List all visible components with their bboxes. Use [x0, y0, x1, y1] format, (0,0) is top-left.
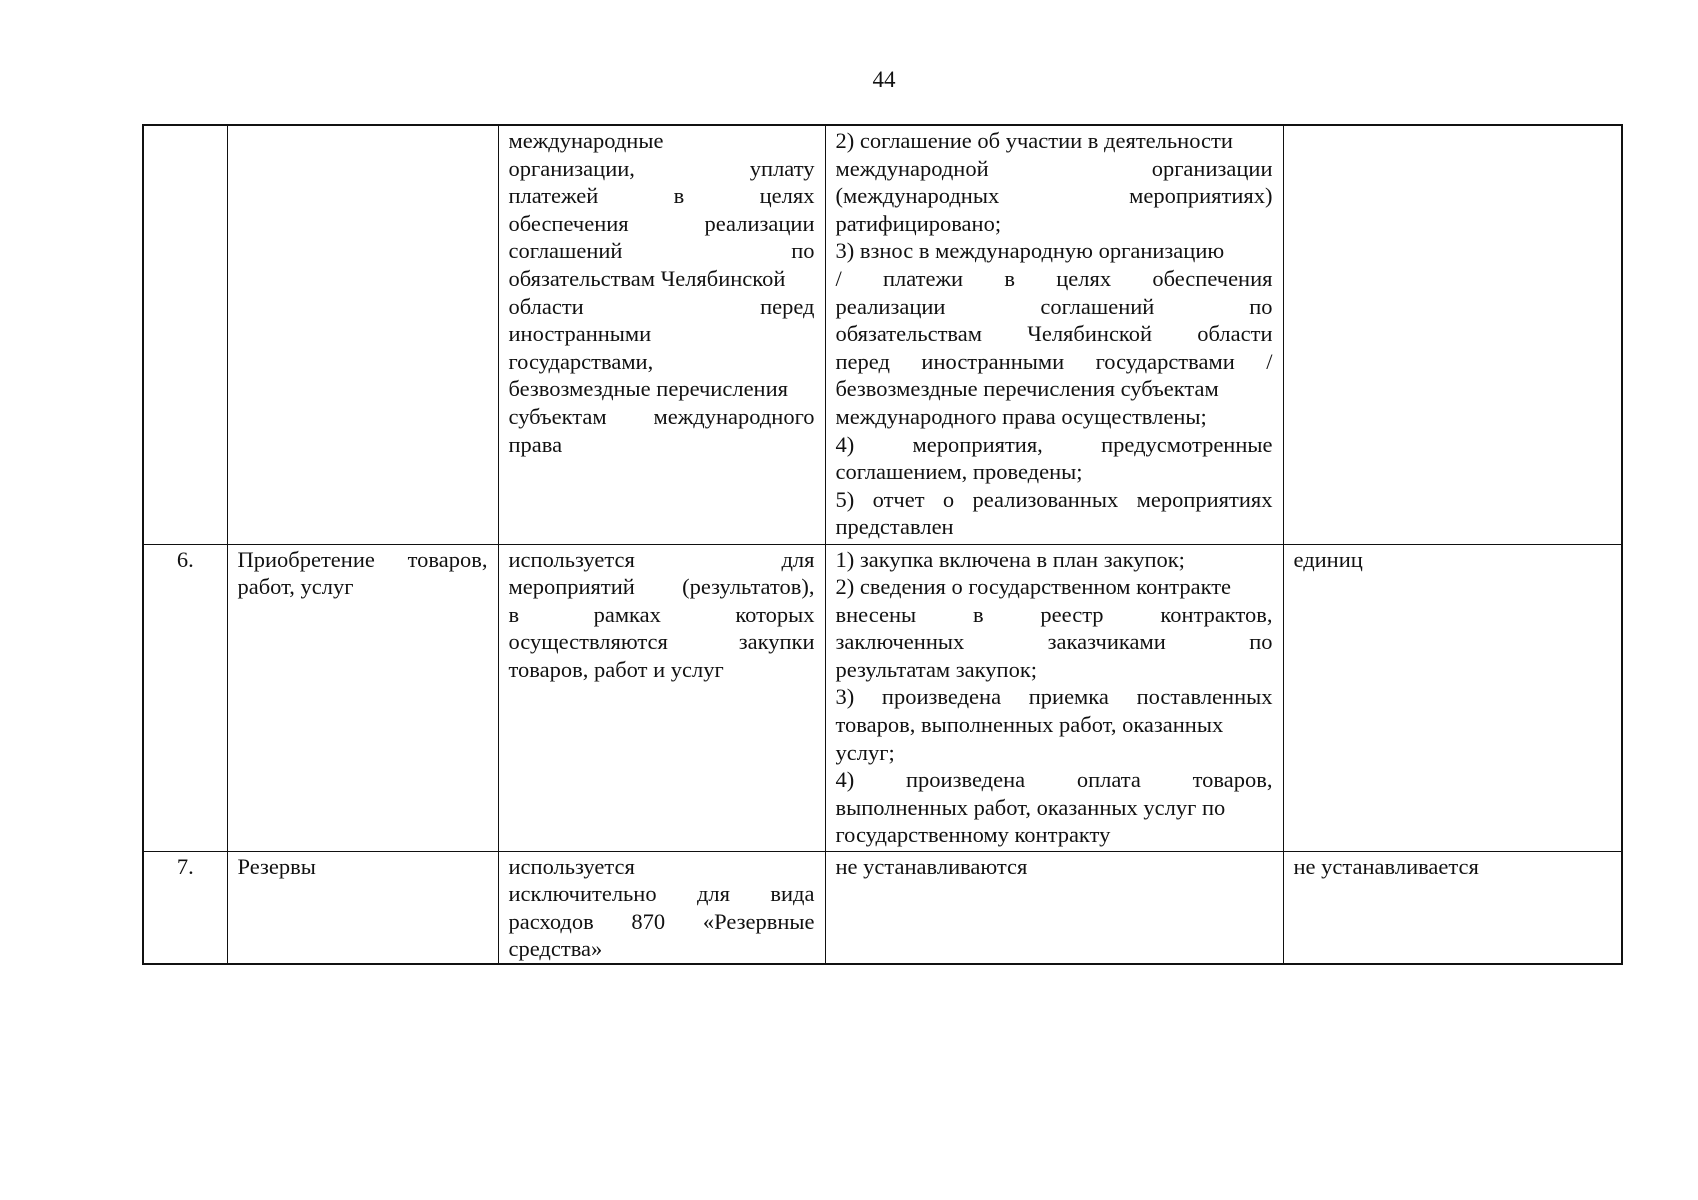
row-number — [143, 125, 227, 544]
usage-line: товаров, работ и услуг — [508, 656, 724, 682]
row-usage — [498, 544, 825, 851]
usage-line: области перед — [508, 293, 815, 319]
conditions-line: результатам закупок; — [835, 656, 1038, 682]
row-name: Резервы — [227, 851, 498, 964]
conditions-line: соглашением, проведены; — [835, 459, 1083, 485]
usage-line: международные — [508, 128, 664, 153]
conditions-line: реализации соглашений по — [835, 293, 1273, 319]
usage-line: расходов 870 «Резервные — [508, 908, 815, 934]
usage-line: в рамках которых — [508, 601, 815, 627]
conditions-line: заключенных заказчиками по — [835, 629, 1273, 655]
usage-line: субъектам международного — [508, 403, 815, 429]
row-conditions — [825, 125, 1283, 544]
row-number: 7. — [143, 851, 227, 964]
row-usage — [498, 125, 825, 544]
conditions-line: 4) произведена оплата товаров, — [835, 767, 1273, 793]
conditions-line: 2) соглашение об участии в деятельности — [835, 128, 1233, 153]
conditions-line: 1) закупка включена в план закупок; — [835, 546, 1185, 572]
conditions-line: 5) отчет о реализованных мероприятиях — [835, 486, 1273, 512]
row-conditions — [825, 851, 1283, 964]
usage-line: используется — [508, 853, 635, 879]
conditions-line: услуг; — [835, 739, 895, 765]
conditions-line: обязательствам Челябинской области — [835, 321, 1273, 347]
usage-line: обеспечения реализации — [508, 210, 815, 236]
conditions-line: международной организации — [835, 155, 1273, 181]
conditions-line: выполненных работ, оказанных услуг по — [835, 794, 1226, 820]
usage-line: соглашений по — [508, 238, 815, 264]
row-unit: не устанавливается — [1283, 851, 1622, 964]
row-number: 6. — [143, 544, 227, 851]
row-name: Приобретение товаров, работ, услуг — [227, 544, 498, 851]
usage-line: мероприятий (результатов), — [508, 574, 815, 600]
usage-line: безвозмездные перечисления — [508, 376, 788, 402]
table-row — [143, 851, 1622, 964]
conditions-line: 4) мероприятия, предусмотренные — [835, 431, 1273, 457]
conditions-line: внесены в реестр контрактов, — [835, 601, 1273, 627]
conditions-line: государственному контракту — [835, 822, 1111, 848]
results-table — [142, 124, 1623, 965]
usage-line: платежей в целях — [508, 183, 815, 209]
conditions-line: (международных мероприятиях) — [835, 183, 1273, 209]
row-unit — [1283, 125, 1622, 544]
usage-line: организации, уплату — [508, 155, 815, 181]
usage-line: государствами, — [508, 348, 654, 374]
usage-line: используется для — [508, 546, 815, 572]
row-unit: единиц — [1283, 544, 1622, 851]
conditions-line: 3) произведена приемка поставленных — [835, 684, 1273, 710]
conditions-line: товаров, выполненных работ, оказанных — [835, 712, 1224, 738]
row-name — [227, 125, 498, 544]
conditions-line: безвозмездные перечисления субъектам — [835, 376, 1219, 402]
conditions-line: 3) взнос в международную организацию — [835, 238, 1225, 264]
conditions-line: ратифицировано; — [835, 210, 1002, 236]
row-conditions — [825, 544, 1283, 851]
conditions-line: / платежи в целях обеспечения — [835, 265, 1273, 291]
usage-line: иностранными — [508, 321, 652, 347]
conditions-line: не устанавливаются — [835, 853, 1028, 879]
conditions-line: представлен — [835, 514, 954, 540]
conditions-line: международного права осуществлены; — [835, 403, 1207, 429]
usage-line: средства» — [508, 936, 603, 962]
conditions-line: 2) сведения о государственном контракте — [835, 574, 1232, 600]
table-row — [143, 544, 1622, 851]
usage-line: права — [508, 431, 563, 457]
usage-line: исключительно для вида — [508, 881, 815, 907]
usage-line: обязательствам Челябинской — [508, 265, 786, 291]
table-row — [143, 125, 1622, 544]
page-number: 44 — [872, 67, 896, 92]
conditions-line: перед иностранными государствами / — [835, 348, 1273, 374]
row-usage — [498, 851, 825, 964]
usage-line: осуществляются закупки — [508, 629, 815, 655]
